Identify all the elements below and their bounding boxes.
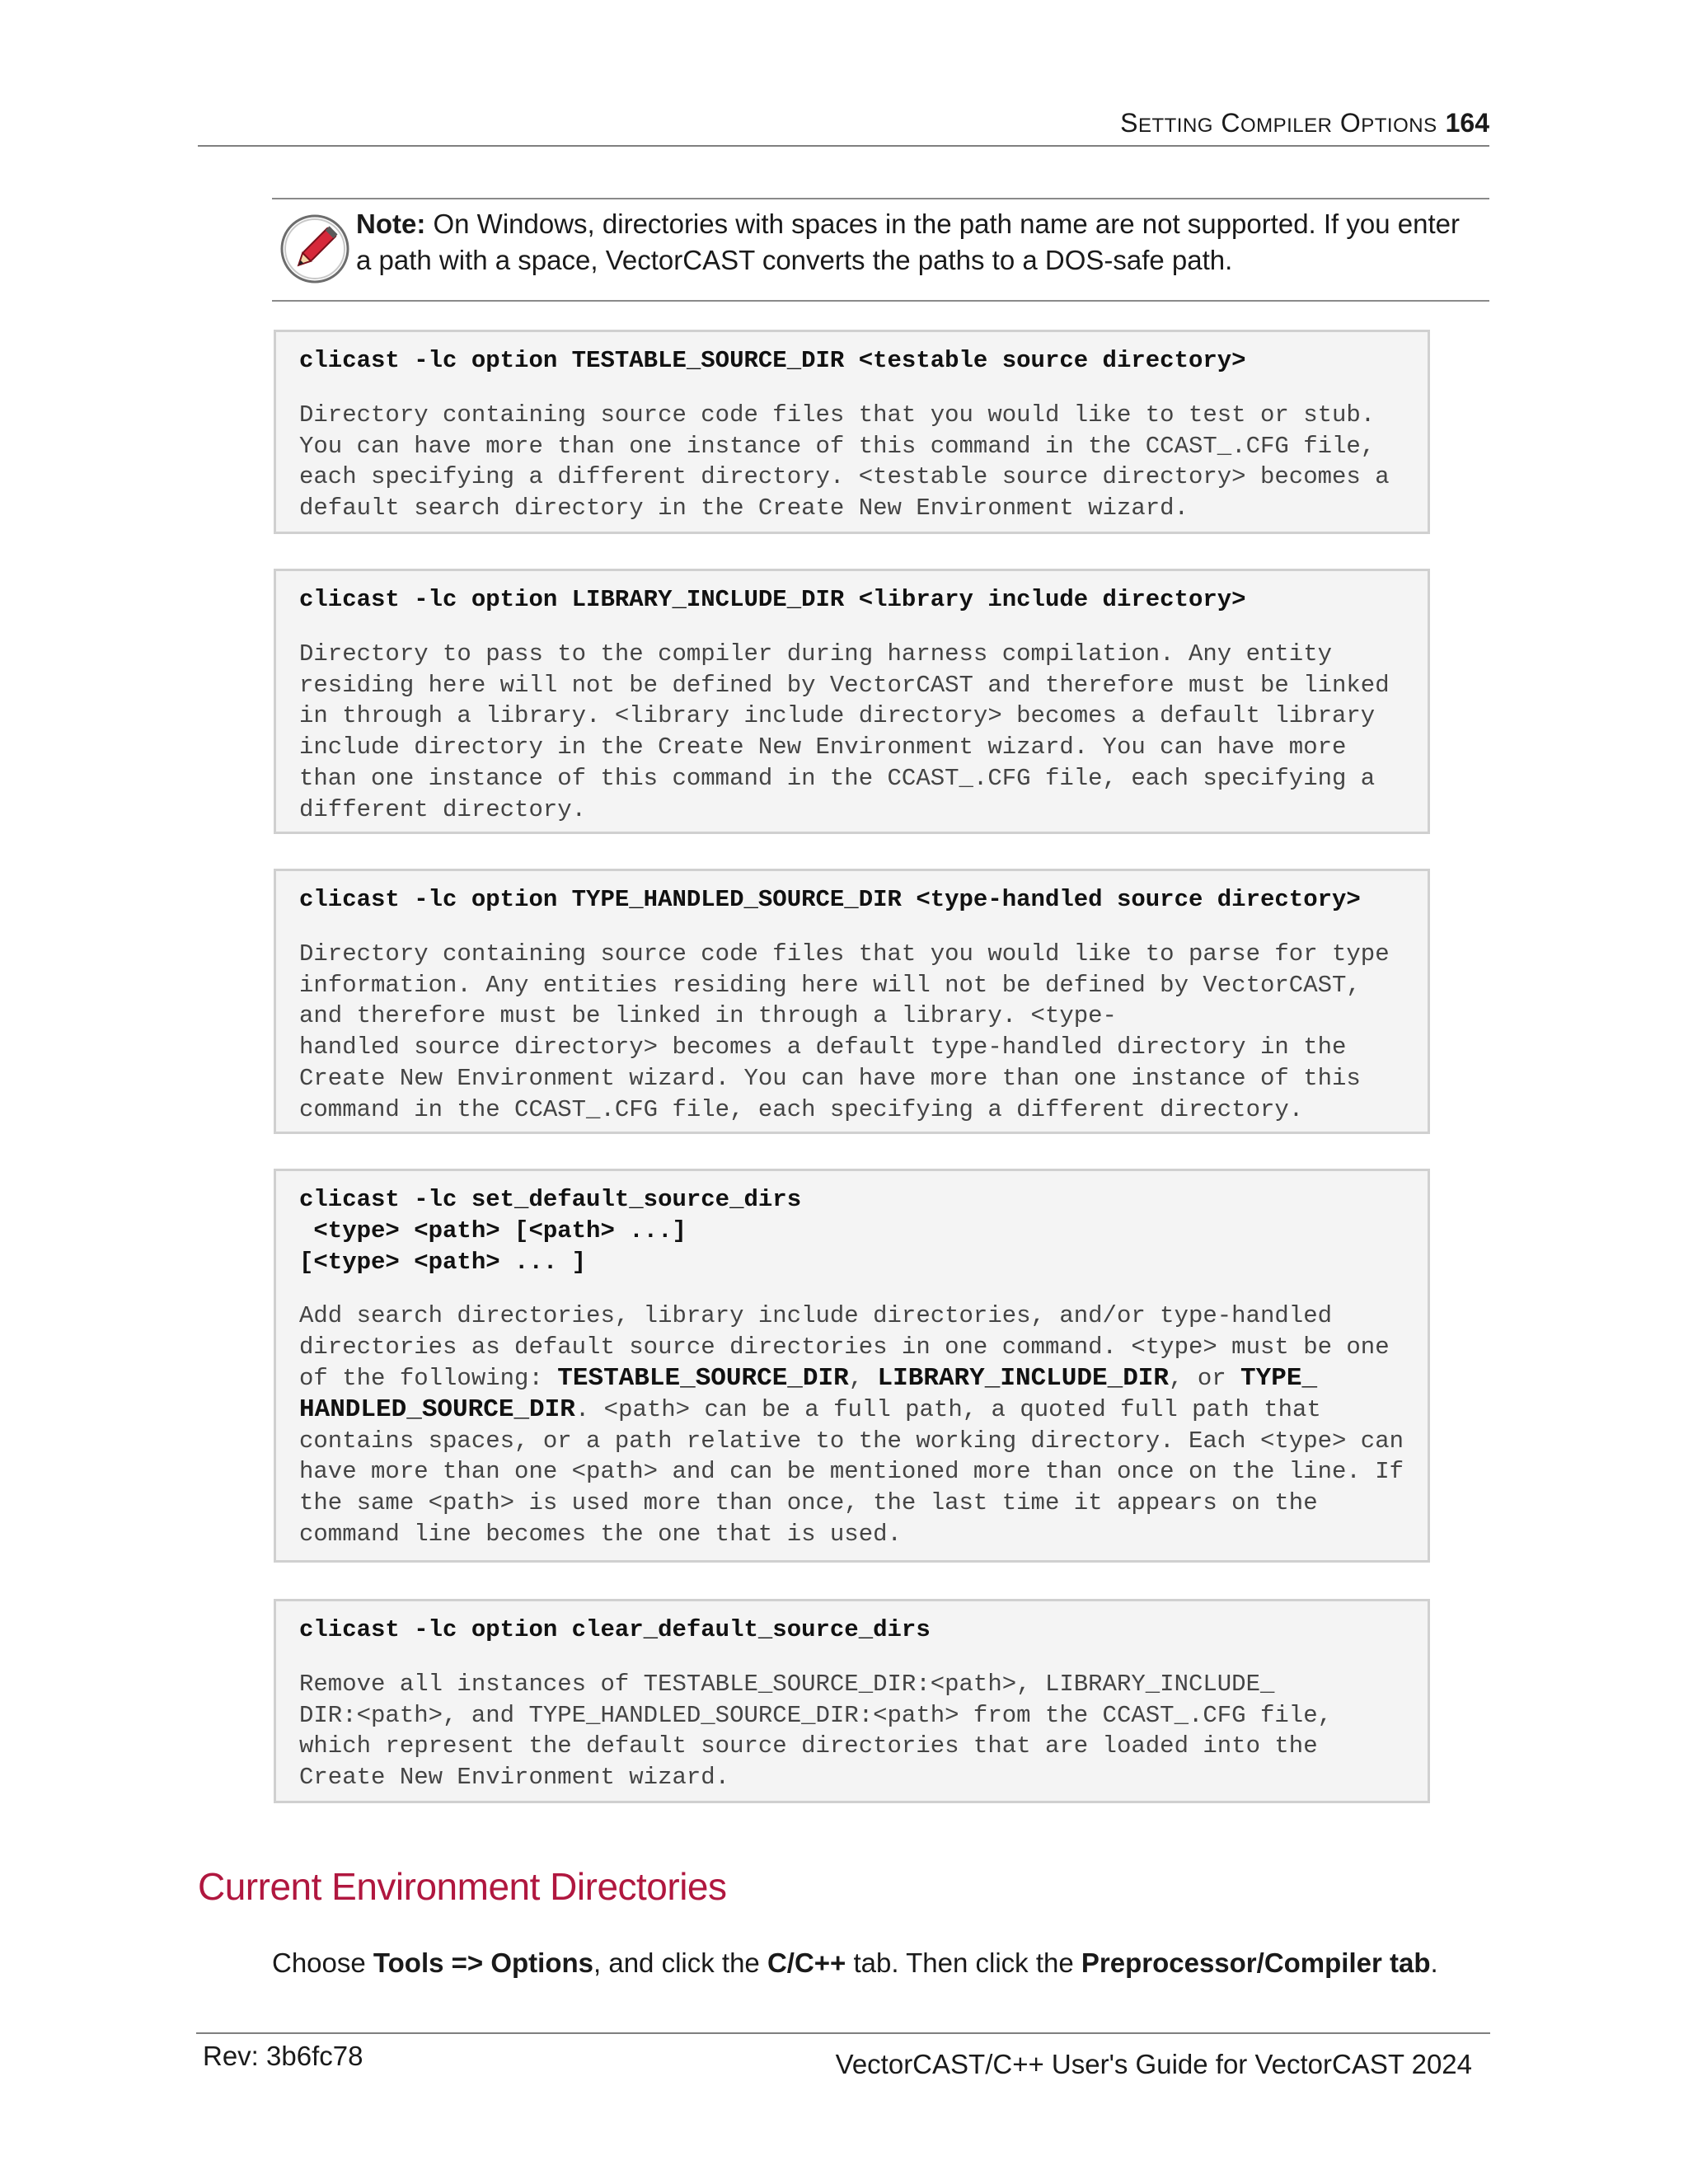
command-description: Directory containing source code files that you would like to parse for type information. Any entities residing here will not be defined by VectorCAST, and therefore must be linked in through a library. <type- handled source directory> becomes a default type-handled directory in the Create New Environment wizard. You can have more than one instance of this command in the CCAST_.CFG file, each specifying a different directory. [299,940,1390,1123]
command-line: clicast -lc option TYPE_HANDLED_SOURCE_DIR <type-handled source directory> [299,886,1361,913]
note-text [356,206,1477,279]
note-label: Note: [356,209,426,239]
code-box-set-default-source-dirs [274,1169,1430,1563]
command-line: clicast -lc option clear_default_source_dirs [299,1616,931,1643]
tab-name-preprocessor: Preprocessor/Compiler tab [1081,1947,1431,1978]
code-box-testable-source-dir [274,330,1430,534]
command-description: Directory containing source code files that you would like to test or stub. You can have more than one instance of this command in the CCAST_.CFG file, each specifying a different directory. <testable source directory> becomes a default search directory in the Create New Environment wizard. [299,401,1390,523]
footer-divider [196,2032,1490,2034]
menu-path: Tools => Options [373,1947,593,1978]
code-box-library-include-dir [274,569,1430,834]
tab-name-cpp: C/C++ [767,1947,846,1978]
keyword-library-include: LIBRARY_INCLUDE_DIR [877,1363,1170,1393]
page-number: 164 [1445,108,1489,138]
instruction-paragraph: Choose Tools => Options, and click the C/C++ tab. Then click the Preprocessor/Compiler tab. [272,1947,1438,1978]
command-line: clicast -lc option TESTABLE_SOURCE_DIR <testable source directory> [299,347,1246,374]
footer-revision: Rev: 3b6fc78 [203,2041,363,2071]
code-box-type-handled-source-dir [274,869,1430,1134]
note-body: On Windows, directories with spaces in the path name are not supported. If you enter a path with a space, VectorCAST converts the paths to a DOS-safe path. [356,209,1460,275]
code-box-clear-default-source-dirs [274,1599,1430,1803]
command-description: Directory to pass to the compiler during harness compilation. Any entity residing here will not be defined by VectorCAST and therefore must be linked in through a library. <library include directory> becomes a default library include directory in the Create New Environment wizard. You can have more than one instance of this command in the CCAST_.CFG file, each specifying a different directory. [299,640,1390,823]
command-description: Remove all instances of TESTABLE_SOURCE_DIR:<path>, LIBRARY_INCLUDE_ DIR:<path>, and TYPE_HANDLED_SOURCE_DIR:<path> from the CCAST_.CFG file, which represent the default source directories that are loaded into the Create New Environment wizard. [299,1670,1333,1792]
section-heading: Current Environment Directories [198,1865,727,1908]
command-description: Add search directories, library include directories, and/or type-handled directories as default source directories in one command. <type> must be one of the following: TESTABLE_SOURCE_DIR, LIBRARY_INCLUDE_DIR, or TYPE_ HANDLED_SOURCE_DIR. <path> can be a full path, a quoted full path that contains spaces, or a path relative to the working directory. Each <type> can have more than one <path> and can be mentioned more than once on the line. If the same <path> is used more than once, the last time it appears on the command line becomes the one that is used. [299,1302,1404,1548]
header-title: SETTING COMPILER OPTIONS [1120,108,1437,138]
footer-guide-title: VectorCAST/C++ User's Guide for VectorCAST 2024 [835,2049,1472,2079]
keyword-testable: TESTABLE_SOURCE_DIR [557,1363,849,1393]
command-line: clicast -lc option LIBRARY_INCLUDE_DIR <library include directory> [299,586,1246,613]
page-header [198,105,1489,147]
pencil-icon [279,213,351,285]
command-line: clicast -lc set_default_source_dirs <type> <path> [<path> ...] [<type> <path> ... ] [299,1186,802,1276]
note-box [272,198,1489,302]
keyword-type-handled: TYPE_ HANDLED_SOURCE_DIR [299,1363,1318,1424]
